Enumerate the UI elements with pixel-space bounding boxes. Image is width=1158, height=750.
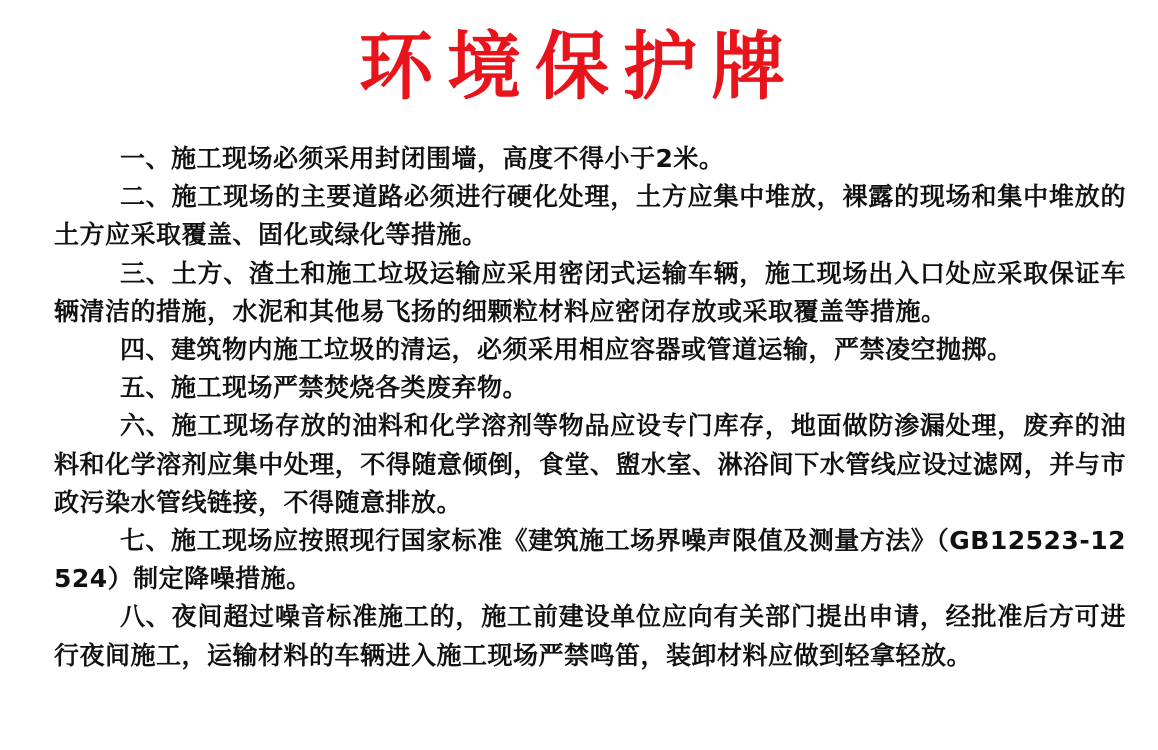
sign-title: 环境保护牌 bbox=[359, 24, 799, 110]
rule-item-1: 一、施工现场必须采用封闭围墙，高度不得小于2米。 bbox=[120, 144, 725, 173]
rules-list bbox=[54, 140, 1126, 675]
rule-item-5: 五、施工现场严禁焚烧各类废弃物。 bbox=[120, 373, 529, 403]
rule-item-4: 四、建筑物内施工垃圾的清运，必须采用相应容器或管道运输，严禁凌空抛掷。 bbox=[120, 335, 1013, 365]
rule-item-6: 六、施工现场存放的油料和化学溶剂等物品应设专门库存，地面做防渗漏处理，废弃的油料和化学溶剂应集中处理，不得随意倾倒，食堂、盥水室、淋浴间下水管线应设过滤网，并与市政污染水管线链接，不得随意排放。 bbox=[54, 411, 1126, 517]
rule-item-8: 八、夜间超过噪音标准施工的，施工前建设单位应向有关部门提出申请，经批准后方可进行夜间施工，运输材料的车辆进入施工现场严禁鸣笛，装卸材料应做到轻拿轻放。 bbox=[54, 602, 1126, 670]
rule-item-3: 三、土方、渣土和施工垃圾运输应采用密闭式运输车辆，施工现场出入口处应采取保证车辆清洁的措施，水泥和其他易飞扬的细颗粒材料应密闭存放或采取覆盖等措施。 bbox=[54, 258, 1126, 326]
rule-item-7: 七、施工现场应按照现行国家标准《建筑施工场界噪声限值及测量方法》（GB12523-12524）制定降噪措施。 bbox=[54, 526, 1126, 594]
rule-item-2: 二、施工现场的主要道路必须进行硬化处理，土方应集中堆放，裸露的现场和集中堆放的土方应采取覆盖、固化或绿化等措施。 bbox=[54, 182, 1126, 250]
